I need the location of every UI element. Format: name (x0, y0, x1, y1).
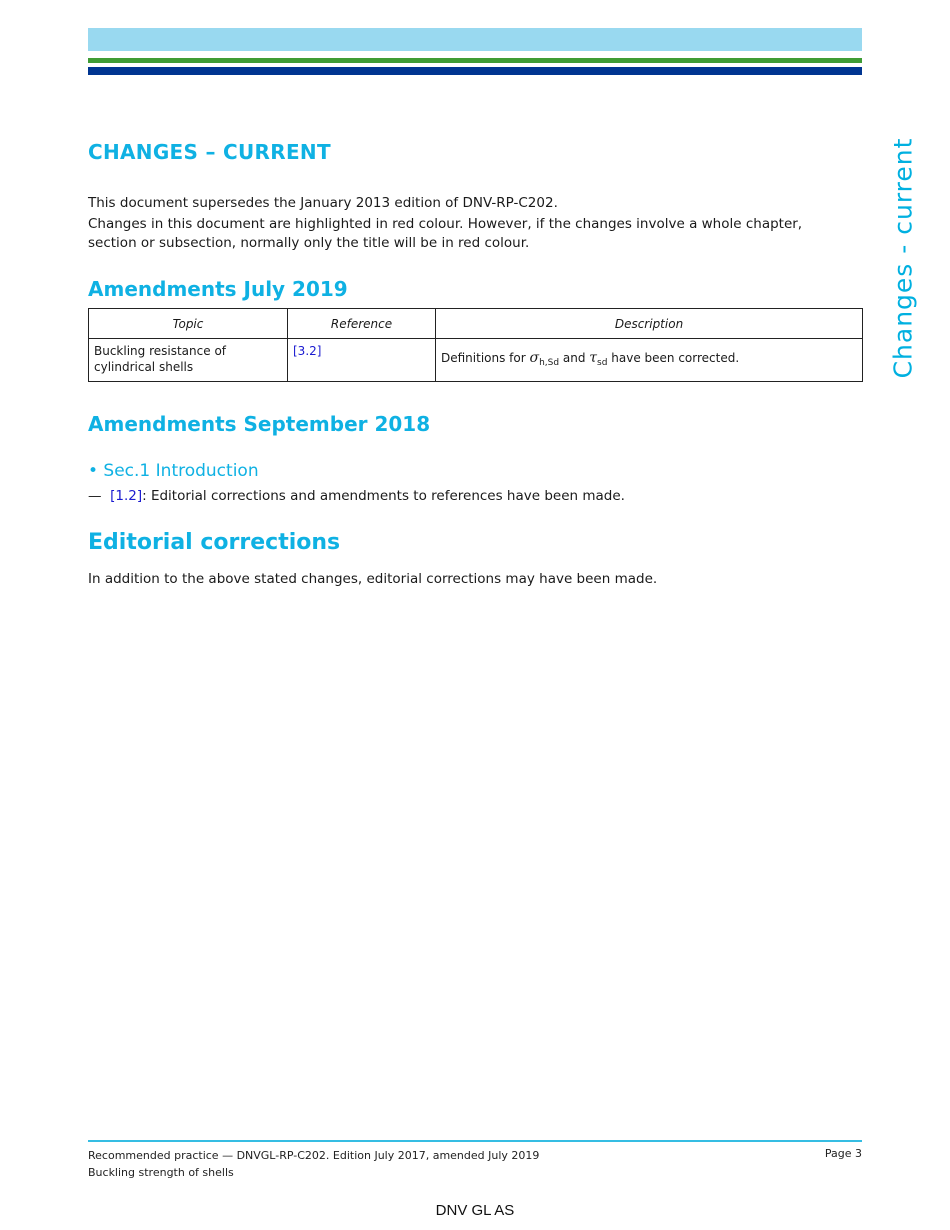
heading-editorial-corrections: Editorial corrections (88, 530, 341, 555)
reference-link[interactable]: [3.2] (293, 344, 322, 358)
table-row (89, 339, 863, 382)
header-band-navy (88, 67, 862, 75)
company-name: DNV GL AS (435, 1202, 515, 1219)
dash-marker: — (88, 488, 102, 504)
sigma-symbol: σ (529, 349, 540, 366)
item-reference-link[interactable]: [1.2] (110, 488, 143, 504)
desc-suffix: have been corrected. (607, 350, 740, 365)
cell-topic: Buckling resistance of cylindrical shells (89, 339, 288, 382)
bullet-section-introduction: • Sec.1 Introduction (88, 461, 259, 481)
list-item (88, 487, 625, 506)
desc-prefix: Definitions for (441, 350, 530, 365)
page-number: Page 3 (824, 1147, 862, 1160)
footer-divider (88, 1140, 862, 1142)
heading-amendments-2018: Amendments September 2018 (88, 412, 431, 436)
page-title: CHANGES – CURRENT (88, 140, 331, 164)
header-topic: Topic (89, 309, 288, 339)
header-band-light (88, 28, 862, 51)
amendments-table (88, 308, 863, 382)
footer-line-2: Buckling strength of shells (88, 1166, 234, 1179)
table-header-row (89, 309, 863, 339)
cell-description (436, 339, 863, 382)
header-band-green (88, 58, 862, 63)
item-text: : Editorial corrections and amendments to references have been made. (142, 488, 625, 504)
intro-paragraph-1: This document supersedes the January 2013 edition of DNV-RP-C202. (88, 195, 558, 211)
sigma-subscript: h,Sd (539, 357, 560, 368)
cell-reference (288, 339, 436, 382)
editorial-paragraph: In addition to the above stated changes, editorial corrections may have been made. (88, 571, 658, 587)
header-description: Description (436, 309, 863, 339)
tau-symbol: τ (589, 349, 598, 366)
tau-subscript: sd (597, 357, 608, 368)
footer-line-1: Recommended practice — DNVGL-RP-C202. Edition July 2017, amended July 2019 (88, 1149, 540, 1162)
heading-amendments-2019: Amendments July 2019 (88, 277, 348, 301)
desc-and: and (559, 350, 590, 365)
intro-paragraph-2: Changes in this document are highlighted in red colour. However, if the changes involve a whole chapter, section or subsection, normally only the title will be in red colour. (88, 216, 803, 251)
side-tab-label: Changes - current (888, 137, 918, 379)
header-reference: Reference (288, 309, 436, 339)
footer-document-info (88, 1147, 539, 1181)
